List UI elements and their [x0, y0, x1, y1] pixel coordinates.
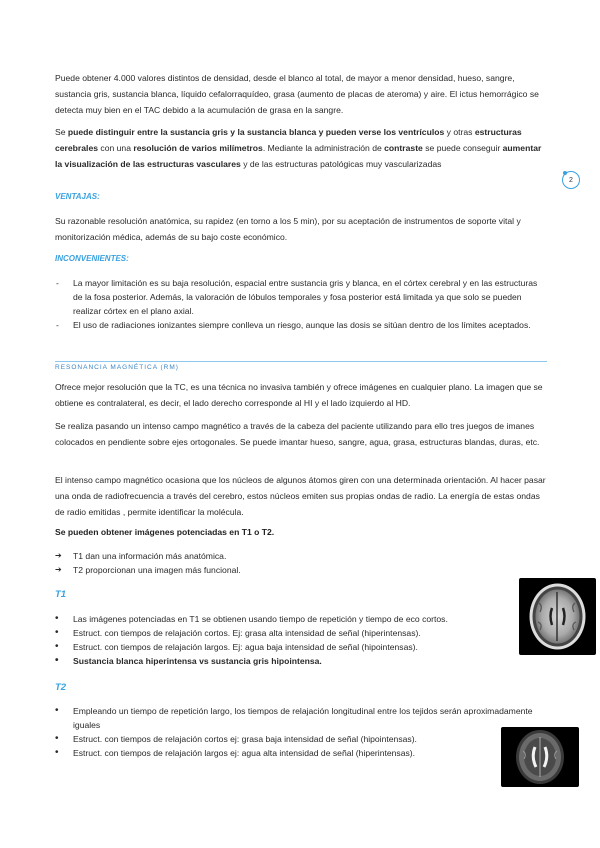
list-item: • Las imágenes potenciadas en T1 se obtienen usando tiempo de repetición y tiempo de eco cortos.: [55, 612, 505, 626]
list-item: • Estruct. con tiempos de relajación largos. Ej: agua baja intensidad de señal (hipointensas).: [55, 640, 505, 654]
t2-list: [55, 704, 547, 760]
list-item: • Estruct. con tiempos de relajación largos ej: agua alta intensidad de señal (hiperintensas).: [55, 746, 547, 760]
list-item: • Estruct. con tiempos de relajación cortos. Ej: grasa alta intensidad de señal (hiperintensas).: [55, 626, 505, 640]
list-item: • Empleando un tiempo de repetición largo, los tiempos de relajación longitudinal entre los tejidos serán aproximadamente iguales: [55, 704, 547, 732]
list-item: - El uso de radiaciones ionizantes siempre conlleva un riesgo, aunque las dosis se sitúan dentro de los límites aceptados.: [55, 318, 547, 332]
ventajas-text: Su razonable resolución anatómica, su rapidez (en torno a los 5 min), por su aceptación de instrumentos de soporte vital y monitorización médica, además de su bajo coste económico.: [55, 216, 521, 242]
ventajas-heading: VENTAJAS:: [55, 192, 100, 201]
list-item: - La mayor limitación es su baja resolución, espacial entre sustancia gris y blanca, en el córtex cerebral y en las estructuras de la fosa posterior. Además, la valoración de lóbulos temporales y fosa posterior está limitada ya que solo se pueden realizar córtex en el plano axial.: [55, 276, 547, 318]
paragraph-sustancia: Se puede distinguir entre la sustancia gris y la sustancia blanca y pueden verse los ventrículos y otras estructuras cerebrales con una resolución de varios milímetros. Mediante la administración de contraste se puede conseguir aumentar la visualización de las estructuras vasculares y de las estructuras patológicas muy vascularizadas: [55, 127, 542, 169]
section-divider: [55, 361, 547, 362]
t2-heading: T2: [55, 682, 67, 693]
list-item: ➔ T1 dan una información más anatómica.: [55, 549, 547, 563]
list-item: • Sustancia blanca hiperintensa vs sustancia gris hipointensa.: [55, 654, 505, 668]
page-number-badge: 2: [562, 171, 580, 189]
list-item: • Estruct. con tiempos de relajación cortos ej: grasa baja intensidad de señal (hipointensas).: [55, 732, 547, 746]
section-title-rm: RESONANCIA MAGNÉTICA (RM): [55, 364, 179, 371]
rm-paragraph-2: Se realiza pasando un intenso campo magnético a través de la cabeza del paciente utilizando para ello tres juegos de imanes colocados en pendiente sobre ejes ortogonales. Se puede imantar hueso, sangre, agua, grasa, estructuras blandas, duras, etc.: [55, 421, 540, 447]
paragraph-densidad: Puede obtener 4.000 valores distintos de densidad, desde el blanco al total, de mayor a menor densidad, hueso, sangre, sustancia gris, sustancia blanca, líquido cefalorraquídeo, grasa (aumento de placas de ateroma) y aire. El ictus hemorrágico se detecta muy bien en el TAC debido a la acumulación de grasa en la sangre.: [55, 73, 539, 115]
rm-paragraph-1: Ofrece mejor resolución que la TC, es una técnica no invasiva también y ofrece imágenes en cualquier plano. La imagen que se obtiene es contralateral, es decir, el lado derecho corresponde al HI y el lado izquierdo al HD.: [55, 382, 543, 408]
inconvenientes-list: [55, 276, 547, 332]
t1-heading: T1: [55, 589, 67, 600]
rm-paragraph-3: El intenso campo magnético ocasiona que los núcleos de algunos átomos giren con una determinada orientación. Al hacer pasar una onda de radiofrecuencia a través del cerebro, estos núcleos emiten sus propias ondas de radio. La energía de estas ondas de radio emitidas , permite identificar la molécula.: [55, 475, 546, 517]
t1-list: [55, 612, 505, 668]
list-item: ➔ T2 proporcionan una imagen más funcional.: [55, 563, 547, 577]
t2-brain-image: [501, 727, 579, 787]
inconvenientes-heading: INCONVENIENTES:: [55, 254, 129, 263]
t1-brain-image: [519, 578, 596, 655]
t1-t2-summary: [55, 549, 547, 577]
potenciadas-line: Se pueden obtener imágenes potenciadas en T1 o T2.: [55, 527, 275, 537]
